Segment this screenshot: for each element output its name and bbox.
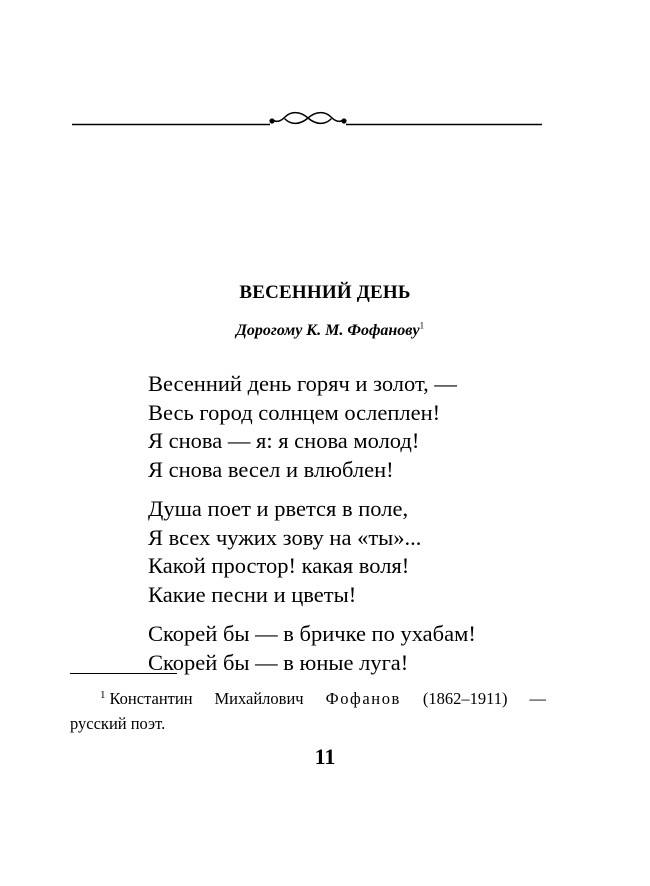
page-number: 11 [314,744,336,769]
footnote-first-line [70,686,546,711]
dedication [236,322,424,340]
verse-line: Весенний день горяч и золот, — [148,371,457,396]
verse-line: Весь город солнцем ослеплен! [148,399,441,425]
footnote-separator [70,673,177,674]
stanza [148,495,476,609]
verse-line: Душа поет и рвется в поле, [148,496,409,521]
stanza [148,370,476,484]
verse-line: Я всех чужих зову на «ты»... [148,524,422,550]
footnote [70,686,546,736]
poem-title: ВЕСЕННИЙ ДЕНЬ [239,282,411,303]
footnote-surname: Фофанов [325,689,401,708]
verse-line: Я снова — я: я снова молод! [148,428,420,453]
dedication-footnote-marker: 1 [419,320,425,331]
verse-line: Какой простор! какая воля! [148,553,410,578]
footnote-marker: 1 [100,688,106,701]
dedication-text: Дорогому К. М. Фофанову [236,322,420,339]
verse-line: Скорей бы — в юные луга! [148,649,409,675]
footnote-dates: (1862–1911) — [422,689,546,708]
footnote-continuation: русский поэт. [70,714,166,733]
verse-line: Я снова весел и влюблен! [148,456,394,482]
poem-body [148,370,476,688]
verse-line: Какие песни и цветы! [148,581,357,607]
stanza [148,620,476,677]
ornament-divider [72,104,542,134]
footnote-name: Константин Михайлович [109,689,304,708]
verse-line: Скорей бы — в бричке по ухабам! [148,621,476,646]
